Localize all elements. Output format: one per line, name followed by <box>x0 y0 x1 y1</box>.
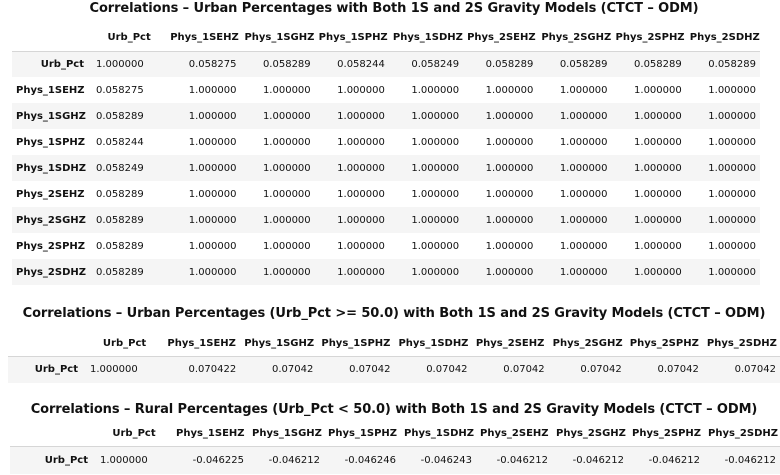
table-cell: 0.058275 <box>166 51 240 77</box>
table-cell: -0.046212 <box>248 446 324 474</box>
table-cell: 1.000000 <box>166 155 240 181</box>
column-header: Phys_1SGHZ <box>252 427 322 439</box>
table-cell: 1.000000 <box>389 103 463 129</box>
column-header: Phys_2SDHZ <box>689 32 760 44</box>
table-row <box>12 181 760 207</box>
table-cell: 1.000000 <box>463 103 537 129</box>
table-cell: 1.000000 <box>92 51 166 77</box>
table-title: Correlations – Urban Percentages with Both 1S and 2S Gravity Models (CTCT – ODM) <box>89 1 699 16</box>
column-header: Phys_1SPHZ <box>328 427 398 439</box>
table-header-row <box>10 421 780 446</box>
table-cell: 0.07042 <box>472 356 549 383</box>
table-cell: 0.058275 <box>92 77 166 103</box>
table-cell: 0.058244 <box>315 51 389 77</box>
table-header-row <box>8 331 780 356</box>
column-header: Phys_1SGHZ <box>244 32 315 44</box>
column-header: Phys_1SGHZ <box>244 337 315 349</box>
table-cell: 0.058289 <box>92 181 166 207</box>
table-row <box>12 207 760 233</box>
row-header: Phys_2SDHZ <box>12 259 92 285</box>
column-header: Phys_2SGHZ <box>556 427 626 439</box>
column-header: Urb_Pct <box>112 427 156 439</box>
table-row <box>12 259 760 285</box>
table-cell: 0.070422 <box>163 356 240 383</box>
table-cell: 1.000000 <box>315 77 389 103</box>
table-cell: 0.058249 <box>92 155 166 181</box>
table-cell: 1.000000 <box>612 181 686 207</box>
table-cell: 1.000000 <box>166 259 240 285</box>
table-cell: 1.000000 <box>686 181 760 207</box>
table-header-row <box>12 25 760 51</box>
table-cell: 0.058289 <box>537 51 611 77</box>
row-header: Phys_2SEHZ <box>12 181 92 207</box>
column-header: Phys_1SEHZ <box>167 337 236 349</box>
table-cell: 1.000000 <box>240 103 314 129</box>
table-cell: 1.000000 <box>463 233 537 259</box>
correlation-table <box>10 421 780 474</box>
table-row <box>12 77 760 103</box>
table-cell: 1.000000 <box>389 207 463 233</box>
row-header: Phys_2SPHZ <box>12 233 92 259</box>
table-cell: 1.000000 <box>389 77 463 103</box>
column-header: Phys_2SEHZ <box>480 427 549 439</box>
table-cell: 1.000000 <box>240 77 314 103</box>
table-cell: 1.000000 <box>686 207 760 233</box>
table-cell: -0.046212 <box>628 446 704 474</box>
table-cell: 1.000000 <box>166 77 240 103</box>
correlation-table <box>8 331 780 383</box>
table-cell: 1.000000 <box>315 181 389 207</box>
column-header: Urb_Pct <box>102 337 147 349</box>
table-cell: 0.058249 <box>389 51 463 77</box>
column-header: Phys_1SDHZ <box>398 337 469 349</box>
table-cell: 1.000000 <box>612 259 686 285</box>
column-header: Urb_Pct <box>107 32 151 44</box>
table-cell: 1.000000 <box>537 77 611 103</box>
column-header: Phys_1SEHZ <box>176 427 245 439</box>
table-cell: 0.07042 <box>394 356 471 383</box>
table-cell: 0.058289 <box>92 207 166 233</box>
table-cell: 0.058289 <box>92 103 166 129</box>
column-header: Phys_2SGHZ <box>552 337 623 349</box>
table-cell: 1.000000 <box>166 129 240 155</box>
column-header: Phys_1SPHZ <box>321 337 391 349</box>
table-cell: -0.046212 <box>552 446 628 474</box>
table-cell: 1.000000 <box>240 181 314 207</box>
table-cell: 0.07042 <box>626 356 703 383</box>
correlation-table <box>12 25 760 285</box>
table-cell: 0.07042 <box>317 356 394 383</box>
table-cell: 1.000000 <box>315 207 389 233</box>
column-header: Phys_2SEHZ <box>467 32 536 44</box>
table-cell: 1.000000 <box>537 233 611 259</box>
table-cell: 1.000000 <box>463 181 537 207</box>
table-row <box>12 103 760 129</box>
table-cell: 1.000000 <box>240 207 314 233</box>
table-cell: 1.000000 <box>537 155 611 181</box>
table-cell: 1.000000 <box>315 155 389 181</box>
table-cell: 1.000000 <box>686 129 760 155</box>
table-cell: 1.000000 <box>612 103 686 129</box>
table-cell: 1.000000 <box>686 233 760 259</box>
column-header: Phys_2SGHZ <box>541 32 612 44</box>
row-header: Urb_Pct <box>10 446 96 474</box>
table-cell: 1.000000 <box>389 181 463 207</box>
corner-cell <box>12 25 92 51</box>
table-cell: 1.000000 <box>315 129 389 155</box>
table-cell: 1.000000 <box>240 155 314 181</box>
column-header: Phys_1SPHZ <box>318 32 388 44</box>
table-cell: 1.000000 <box>463 155 537 181</box>
table-body <box>10 446 780 474</box>
table-cell: -0.046212 <box>704 446 780 474</box>
table-cell: 0.058289 <box>92 233 166 259</box>
table-cell: 1.000000 <box>389 129 463 155</box>
table-cell: 0.058289 <box>240 51 314 77</box>
table-cell: 1.000000 <box>315 103 389 129</box>
column-header: Phys_2SDHZ <box>706 337 777 349</box>
table-cell: 1.000000 <box>315 233 389 259</box>
table-cell: 1.000000 <box>463 77 537 103</box>
row-header: Phys_1SGHZ <box>12 103 92 129</box>
column-header: Phys_2SPHZ <box>629 337 699 349</box>
table-cell: 1.000000 <box>389 233 463 259</box>
column-header: Phys_2SPHZ <box>632 427 702 439</box>
corner-cell <box>8 331 86 356</box>
table-cell: 1.000000 <box>463 129 537 155</box>
table-row <box>10 446 780 474</box>
row-header: Phys_1SPHZ <box>12 129 92 155</box>
column-header: Phys_2SPHZ <box>615 32 685 44</box>
table-cell: 1.000000 <box>463 259 537 285</box>
table-cell: 1.000000 <box>612 129 686 155</box>
table-title: Correlations – Urban Percentages (Urb_Pct >= 50.0) with Both 1S and 2S Gravity Models (CTCT – ODM) <box>22 306 766 321</box>
table-cell: 0.058289 <box>92 259 166 285</box>
table-row <box>12 155 760 181</box>
column-header: Phys_1SDHZ <box>392 32 463 44</box>
table-cell: 1.000000 <box>315 259 389 285</box>
corner-cell <box>10 421 96 446</box>
table-body <box>12 51 760 285</box>
column-header: Phys_1SDHZ <box>404 427 474 439</box>
table-cell: 1.000000 <box>86 356 163 383</box>
table-cell: 1.000000 <box>240 259 314 285</box>
table-row <box>8 356 780 383</box>
row-header: Phys_2SGHZ <box>12 207 92 233</box>
table-cell: 1.000000 <box>463 207 537 233</box>
table-cell: -0.046246 <box>324 446 400 474</box>
table-cell: 0.07042 <box>703 356 780 383</box>
table-cell: 0.058289 <box>686 51 760 77</box>
table-cell: -0.046225 <box>172 446 248 474</box>
table-cell: 0.07042 <box>240 356 317 383</box>
table-cell: 1.000000 <box>240 129 314 155</box>
table-cell: 1.000000 <box>166 103 240 129</box>
table-cell: 1.000000 <box>537 103 611 129</box>
table-row <box>12 129 760 155</box>
column-header: Phys_2SEHZ <box>475 337 545 349</box>
table-cell: 1.000000 <box>166 233 240 259</box>
row-header: Phys_1SDHZ <box>12 155 92 181</box>
table-cell: 1.000000 <box>537 129 611 155</box>
table-cell: 1.000000 <box>612 207 686 233</box>
table-cell: 1.000000 <box>96 446 172 474</box>
table-cell: 0.058289 <box>463 51 537 77</box>
row-header: Phys_1SEHZ <box>12 77 92 103</box>
table-cell: 0.058289 <box>612 51 686 77</box>
column-header: Phys_2SDHZ <box>708 427 778 439</box>
table-cell: 1.000000 <box>166 181 240 207</box>
column-header: Phys_1SEHZ <box>170 32 239 44</box>
table-cell: 1.000000 <box>537 181 611 207</box>
table-cell: 1.000000 <box>240 233 314 259</box>
table-cell: -0.046212 <box>476 446 552 474</box>
row-header: Urb_Pct <box>12 51 92 77</box>
table-cell: 1.000000 <box>389 155 463 181</box>
table-cell: 1.000000 <box>537 259 611 285</box>
table-cell: 0.058244 <box>92 129 166 155</box>
table-cell: 1.000000 <box>389 259 463 285</box>
table-cell: 1.000000 <box>612 77 686 103</box>
table-title: Correlations – Rural Percentages (Urb_Pct < 50.0) with Both 1S and 2S Gravity Models (CTCT – ODM) <box>30 402 758 417</box>
table-cell: 1.000000 <box>686 155 760 181</box>
table-row <box>12 233 760 259</box>
table-body <box>8 356 780 383</box>
table-cell: 1.000000 <box>612 233 686 259</box>
table-cell: 1.000000 <box>686 77 760 103</box>
table-cell: 1.000000 <box>612 155 686 181</box>
table-row <box>12 51 760 77</box>
table-cell: 1.000000 <box>686 259 760 285</box>
table-cell: 1.000000 <box>537 207 611 233</box>
table-cell: 1.000000 <box>686 103 760 129</box>
table-cell: 0.07042 <box>549 356 626 383</box>
row-header: Urb_Pct <box>8 356 86 383</box>
table-cell: -0.046243 <box>400 446 476 474</box>
table-cell: 1.000000 <box>166 207 240 233</box>
